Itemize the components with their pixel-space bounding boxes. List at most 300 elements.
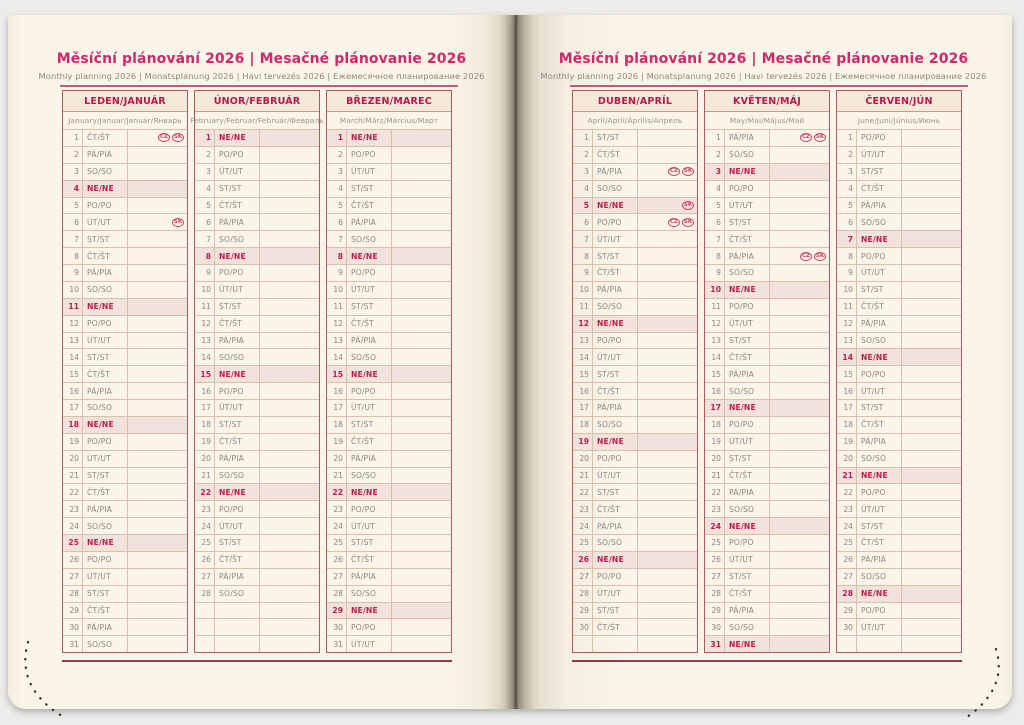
day-row	[573, 282, 697, 299]
day-number: 11	[705, 299, 725, 315]
day-note-cell	[392, 164, 451, 180]
day-number: 25	[705, 535, 725, 551]
day-note-cell	[260, 214, 319, 230]
day-row	[195, 636, 319, 652]
day-name: SO/SO	[347, 231, 392, 247]
day-note-cell	[128, 552, 187, 568]
day-number: 1	[705, 130, 725, 146]
day-number: 24	[705, 518, 725, 534]
day-note-cell	[902, 484, 961, 500]
month-table-cerven-jun	[836, 90, 962, 653]
page-subtitle: Monthly planning 2026 | Monatsplanung 2026 | Havi tervezés 2026 | Ежемесячное планирование 2026	[38, 71, 485, 81]
day-name: NE/NE	[215, 366, 260, 382]
day-number: 10	[705, 282, 725, 298]
day-name: PÁ/PIA	[347, 451, 392, 467]
day-number: 27	[63, 569, 83, 585]
day-note-cell	[770, 147, 829, 163]
month-subtitle: June/Juni/Június/Июнь	[837, 112, 961, 130]
day-note-cell	[638, 468, 697, 484]
day-note-cell	[392, 248, 451, 264]
day-row	[63, 299, 187, 316]
day-name: NE/NE	[215, 484, 260, 500]
day-number: 17	[705, 400, 725, 416]
day-number: 7	[705, 231, 725, 247]
day-number: 14	[327, 349, 347, 365]
day-row	[837, 468, 961, 485]
day-row	[195, 518, 319, 535]
day-name: SO/SO	[215, 586, 260, 602]
day-name: PÁ/PIA	[347, 214, 392, 230]
day-name: PÁ/PIA	[593, 518, 638, 534]
month-table-brezen-marec	[326, 90, 452, 653]
day-name: ST/ST	[593, 248, 638, 264]
day-number: 21	[195, 468, 215, 484]
day-number: 29	[63, 603, 83, 619]
day-name: SO/SO	[725, 147, 770, 163]
day-name: PO/PO	[593, 333, 638, 349]
day-number: 18	[705, 417, 725, 433]
day-note-cell	[392, 130, 451, 146]
day-number: 26	[573, 552, 593, 568]
day-number: 5	[573, 198, 593, 214]
day-note-cell	[392, 265, 451, 281]
day-row	[63, 130, 187, 147]
day-name: ČT/ŠT	[725, 586, 770, 602]
day-number: 6	[63, 214, 83, 230]
day-row	[195, 434, 319, 451]
day-name: ST/ST	[83, 468, 128, 484]
day-number	[195, 636, 215, 652]
day-number: 24	[573, 518, 593, 534]
day-number: 29	[705, 603, 725, 619]
day-note-cell	[638, 366, 697, 382]
day-number: 5	[705, 198, 725, 214]
day-name: SO/SO	[215, 349, 260, 365]
day-name: PO/PO	[83, 316, 128, 332]
day-number: 15	[573, 366, 593, 382]
month-days	[837, 130, 961, 652]
day-name: ST/ST	[215, 299, 260, 315]
day-note-cell	[902, 198, 961, 214]
day-note-cell	[260, 349, 319, 365]
page-title: Měsíční plánování 2026 | Mesačné plánovanie 2026	[558, 51, 969, 67]
day-note-cell	[128, 282, 187, 298]
day-note-cell	[902, 518, 961, 534]
day-number: 25	[573, 535, 593, 551]
day-number: 9	[705, 265, 725, 281]
day-row	[63, 316, 187, 333]
day-row	[195, 265, 319, 282]
day-note-cell	[128, 434, 187, 450]
day-name: SO/SO	[83, 518, 128, 534]
day-note-cell	[902, 383, 961, 399]
day-name: PO/PO	[215, 383, 260, 399]
month-table-leden-januar	[62, 90, 188, 653]
day-number: 27	[195, 569, 215, 585]
day-note-cell	[902, 417, 961, 433]
day-number	[195, 603, 215, 619]
day-number: 24	[837, 518, 857, 534]
day-number: 15	[63, 366, 83, 382]
day-number: 8	[63, 248, 83, 264]
day-note-cell	[392, 603, 451, 619]
day-row	[573, 434, 697, 451]
day-note-cell	[128, 383, 187, 399]
day-row	[705, 147, 829, 164]
day-number: 7	[63, 231, 83, 247]
day-number: 16	[837, 383, 857, 399]
day-note-cell	[638, 417, 697, 433]
day-row	[705, 484, 829, 501]
day-number: 10	[573, 282, 593, 298]
day-note-cell	[392, 484, 451, 500]
day-name: ST/ST	[347, 535, 392, 551]
day-row	[327, 130, 451, 147]
day-name	[593, 636, 638, 652]
day-name: ST/ST	[347, 417, 392, 433]
day-number: 2	[195, 147, 215, 163]
day-number: 26	[705, 552, 725, 568]
holiday-badge-sk: SK	[683, 168, 693, 175]
day-row	[195, 619, 319, 636]
day-number: 22	[195, 484, 215, 500]
day-name: ČT/ŠT	[83, 484, 128, 500]
day-note-cell	[128, 535, 187, 551]
day-row	[573, 349, 697, 366]
day-note-cell	[260, 603, 319, 619]
day-name: SO/SO	[857, 214, 902, 230]
day-name: ČT/ŠT	[593, 619, 638, 635]
day-note-cell	[638, 164, 697, 180]
day-name: ST/ST	[215, 535, 260, 551]
day-number: 28	[573, 586, 593, 602]
day-number: 21	[837, 468, 857, 484]
day-name: ČT/ŠT	[215, 434, 260, 450]
header-rule	[60, 85, 458, 87]
footer-rule	[572, 660, 962, 662]
day-row	[573, 603, 697, 620]
day-note-cell	[392, 333, 451, 349]
day-note-cell	[638, 552, 697, 568]
day-name: NE/NE	[725, 636, 770, 652]
day-name: PÁ/PIA	[83, 501, 128, 517]
day-row	[837, 299, 961, 316]
day-name: ST/ST	[725, 569, 770, 585]
day-note-cell	[392, 400, 451, 416]
day-name: PO/PO	[725, 299, 770, 315]
month-subtitle: January/Januar/Január/Январь	[63, 112, 187, 130]
day-note-cell	[638, 383, 697, 399]
day-row	[573, 164, 697, 181]
day-name: ÚT/UT	[83, 214, 128, 230]
day-number: 14	[837, 349, 857, 365]
day-note-cell	[128, 130, 187, 146]
day-number: 12	[195, 316, 215, 332]
day-name: ÚT/UT	[83, 569, 128, 585]
day-number: 2	[327, 147, 347, 163]
day-note-cell	[260, 333, 319, 349]
day-name: ST/ST	[593, 130, 638, 146]
day-note-cell	[260, 501, 319, 517]
day-note-cell	[638, 214, 697, 230]
day-row	[837, 586, 961, 603]
day-number: 6	[573, 214, 593, 230]
day-number: 27	[327, 569, 347, 585]
day-number: 17	[327, 400, 347, 416]
day-number: 12	[705, 316, 725, 332]
day-number: 15	[327, 366, 347, 382]
day-number: 29	[327, 603, 347, 619]
day-number: 25	[837, 535, 857, 551]
day-row	[327, 603, 451, 620]
day-name: ÚT/UT	[347, 282, 392, 298]
day-note-cell	[392, 636, 451, 652]
day-row	[195, 603, 319, 620]
day-note-cell	[902, 265, 961, 281]
day-note-cell	[128, 147, 187, 163]
day-name: ST/ST	[83, 586, 128, 602]
day-name: ÚT/UT	[215, 400, 260, 416]
day-name: PÁ/PIA	[215, 569, 260, 585]
day-name: PÁ/PIA	[593, 164, 638, 180]
day-number: 10	[63, 282, 83, 298]
day-name: ČT/ŠT	[857, 417, 902, 433]
day-number: 20	[63, 451, 83, 467]
day-note-cell	[902, 451, 961, 467]
day-name: SO/SO	[593, 299, 638, 315]
day-note-cell	[638, 333, 697, 349]
month-title: LEDEN/JANUÁR	[63, 91, 187, 112]
day-row	[63, 198, 187, 215]
day-row	[837, 518, 961, 535]
day-number: 7	[837, 231, 857, 247]
day-row	[63, 468, 187, 485]
day-row	[573, 484, 697, 501]
day-row	[195, 501, 319, 518]
day-row	[837, 434, 961, 451]
day-row	[573, 636, 697, 652]
day-row	[837, 366, 961, 383]
month-title: ÚNOR/FEBRUÁR	[195, 91, 319, 112]
day-name: SO/SO	[857, 569, 902, 585]
day-row	[195, 333, 319, 350]
day-name: NE/NE	[725, 282, 770, 298]
day-number: 2	[573, 147, 593, 163]
day-note-cell	[638, 316, 697, 332]
day-note-cell	[902, 366, 961, 382]
day-note-cell	[392, 231, 451, 247]
day-number: 4	[195, 181, 215, 197]
day-name: PÁ/PIA	[857, 316, 902, 332]
day-name: ČT/ŠT	[347, 434, 392, 450]
day-name: SO/SO	[593, 417, 638, 433]
day-number: 5	[327, 198, 347, 214]
day-row	[195, 468, 319, 485]
day-name: NE/NE	[593, 316, 638, 332]
day-name: ČT/ŠT	[725, 468, 770, 484]
day-name	[215, 636, 260, 652]
day-row	[327, 248, 451, 265]
day-number: 3	[327, 164, 347, 180]
holiday-badge-cz: CZ	[159, 134, 169, 141]
day-name: PO/PO	[215, 501, 260, 517]
day-note-cell	[260, 518, 319, 534]
day-number: 21	[63, 468, 83, 484]
day-row	[63, 535, 187, 552]
day-name: NE/NE	[593, 198, 638, 214]
day-row	[195, 400, 319, 417]
day-name: ST/ST	[347, 181, 392, 197]
day-number: 23	[63, 501, 83, 517]
day-row	[837, 451, 961, 468]
day-number: 26	[327, 552, 347, 568]
day-row	[837, 214, 961, 231]
day-name: PÁ/PIA	[215, 451, 260, 467]
day-name: NE/NE	[347, 484, 392, 500]
day-row	[573, 451, 697, 468]
day-name: ČT/ŠT	[347, 552, 392, 568]
page-subtitle: Monthly planning 2026 | Monatsplanung 2026 | Havi tervezés 2026 | Ежемесячное планирование 2026	[540, 71, 987, 81]
day-row	[327, 214, 451, 231]
day-name: NE/NE	[857, 586, 902, 602]
holiday-badge-cz: CZ	[801, 134, 811, 141]
day-number: 8	[837, 248, 857, 264]
day-note-cell	[392, 451, 451, 467]
day-name: PO/PO	[593, 569, 638, 585]
day-note-cell	[128, 636, 187, 652]
day-name: ÚT/UT	[347, 164, 392, 180]
day-name: ST/ST	[347, 299, 392, 315]
day-name: ČT/ŠT	[83, 603, 128, 619]
day-name: SO/SO	[347, 468, 392, 484]
day-row	[63, 484, 187, 501]
day-name: PÁ/PIA	[725, 248, 770, 264]
day-note-cell	[638, 248, 697, 264]
day-note-cell	[902, 299, 961, 315]
day-name: ÚT/UT	[725, 434, 770, 450]
day-row	[195, 383, 319, 400]
day-name	[215, 603, 260, 619]
day-number: 19	[837, 434, 857, 450]
day-name: PÁ/PIA	[725, 484, 770, 500]
day-number: 4	[705, 181, 725, 197]
day-number: 20	[195, 451, 215, 467]
footer-rule	[62, 660, 452, 662]
day-name: ČT/ŠT	[725, 349, 770, 365]
month-subtitle: February/Februar/Február/Февраль	[195, 112, 319, 130]
day-number: 18	[573, 417, 593, 433]
day-row	[705, 316, 829, 333]
month-subtitle: May/Mai/Május/Май	[705, 112, 829, 130]
day-name: PO/PO	[83, 198, 128, 214]
day-note-cell	[392, 366, 451, 382]
day-row	[327, 468, 451, 485]
day-note-cell	[392, 619, 451, 635]
day-note-cell	[902, 603, 961, 619]
day-number: 30	[705, 619, 725, 635]
day-name: ČT/ŠT	[83, 248, 128, 264]
day-name: PO/PO	[83, 552, 128, 568]
day-note-cell	[392, 434, 451, 450]
day-name: PÁ/PIA	[857, 198, 902, 214]
day-row	[327, 366, 451, 383]
day-name: PÁ/PIA	[347, 569, 392, 585]
day-number: 4	[837, 181, 857, 197]
day-note-cell	[128, 181, 187, 197]
day-name: PÁ/PIA	[725, 366, 770, 382]
day-row	[705, 282, 829, 299]
day-number: 4	[327, 181, 347, 197]
day-row	[573, 619, 697, 636]
day-name: PO/PO	[857, 603, 902, 619]
day-number: 11	[195, 299, 215, 315]
day-number: 28	[837, 586, 857, 602]
day-row	[327, 636, 451, 652]
day-row	[705, 214, 829, 231]
day-note-cell	[260, 316, 319, 332]
day-note-cell	[392, 468, 451, 484]
day-note-cell	[770, 164, 829, 180]
day-number: 28	[327, 586, 347, 602]
day-name: ÚT/UT	[215, 282, 260, 298]
day-name: PO/PO	[215, 147, 260, 163]
day-number: 14	[705, 349, 725, 365]
day-note-cell	[128, 366, 187, 382]
day-number: 8	[195, 248, 215, 264]
day-number: 12	[573, 316, 593, 332]
day-number: 9	[327, 265, 347, 281]
day-row	[837, 282, 961, 299]
day-number: 27	[705, 569, 725, 585]
day-note-cell	[902, 214, 961, 230]
day-row	[573, 569, 697, 586]
day-row	[327, 349, 451, 366]
day-number: 26	[63, 552, 83, 568]
day-number: 10	[837, 282, 857, 298]
day-number: 22	[705, 484, 725, 500]
day-number: 30	[63, 619, 83, 635]
day-number: 9	[573, 265, 593, 281]
day-note-cell	[770, 349, 829, 365]
day-name: ČT/ŠT	[857, 535, 902, 551]
month-table-unor-februar	[190, 90, 324, 653]
day-note-cell	[128, 198, 187, 214]
right-page	[515, 15, 1012, 709]
day-note-cell	[128, 619, 187, 635]
day-name: NE/NE	[725, 518, 770, 534]
day-name: ST/ST	[593, 366, 638, 382]
day-note-cell	[638, 603, 697, 619]
day-row	[63, 400, 187, 417]
day-row	[327, 518, 451, 535]
day-row	[573, 535, 697, 552]
day-row	[327, 164, 451, 181]
day-number: 5	[195, 198, 215, 214]
day-name: ÚT/UT	[725, 316, 770, 332]
day-row	[195, 147, 319, 164]
day-note-cell	[638, 569, 697, 585]
day-row	[573, 265, 697, 282]
day-note-cell	[260, 265, 319, 281]
day-row	[573, 299, 697, 316]
day-name: NE/NE	[347, 366, 392, 382]
day-row	[837, 248, 961, 265]
day-name: PÁ/PIA	[215, 333, 260, 349]
day-row	[195, 231, 319, 248]
day-note-cell	[260, 198, 319, 214]
day-number: 1	[327, 130, 347, 146]
day-name: SO/SO	[857, 451, 902, 467]
